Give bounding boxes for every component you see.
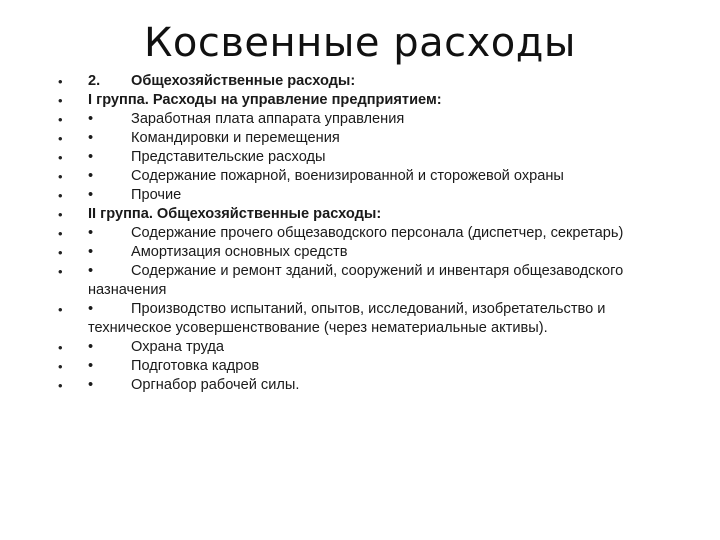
inner-bullet-icon: •: [88, 358, 94, 374]
item-text: Общехозяйственные расходы:: [131, 73, 356, 89]
list-item: [52, 205, 672, 224]
bullet-icon: •: [58, 131, 63, 146]
list-item: [52, 243, 672, 262]
item-text: Охрана труда: [131, 339, 225, 355]
item-text: Амортизация основных средств: [131, 244, 348, 260]
group-heading: II группа. Общехозяйственные расходы:: [88, 206, 382, 222]
bullet-icon: •: [58, 112, 63, 127]
item-text: Представительские расходы: [131, 149, 326, 165]
inner-bullet-icon: •: [88, 225, 94, 241]
group-heading: I группа. Расходы на управление предприятием:: [88, 92, 442, 108]
bullet-icon: •: [58, 93, 63, 108]
bullet-icon: •: [58, 264, 63, 279]
list-item: [52, 300, 672, 338]
list-item: [52, 110, 672, 129]
bullet-icon: •: [58, 150, 63, 165]
inner-bullet-icon: •: [88, 301, 94, 317]
list-item: [52, 167, 672, 186]
inner-bullet-icon: •: [88, 244, 94, 260]
list-item: [52, 262, 672, 300]
item-text: Заработная плата аппарата управления: [131, 111, 405, 127]
list-item: [52, 224, 672, 243]
list-item: [52, 338, 672, 357]
inner-bullet-icon: •: [88, 187, 94, 203]
item-text: Содержание прочего общезаводского персонала (диспетчер, секретарь): [131, 225, 624, 241]
list-item: [52, 186, 672, 205]
bullet-icon: •: [58, 226, 63, 241]
bullet-icon: •: [58, 340, 63, 355]
list-item: [52, 91, 672, 110]
list-item: [52, 376, 672, 395]
list-item: [52, 357, 672, 376]
item-text: Содержание пожарной, военизированной и сторожевой охраны: [131, 168, 564, 184]
bullet-icon: •: [58, 74, 63, 89]
item-text: Оргнабор рабочей силы.: [131, 377, 300, 393]
inner-bullet-icon: •: [88, 377, 94, 393]
inner-bullet-icon: •: [88, 130, 94, 146]
inner-bullet-icon: •: [88, 111, 94, 127]
item-text: Прочие: [131, 187, 182, 203]
list-item: [52, 72, 672, 91]
bullet-icon: •: [58, 207, 63, 222]
bullet-icon: •: [58, 245, 63, 260]
item-text: Содержание и ремонт зданий, сооружений и инвентаря общезаводского назначения: [88, 263, 624, 298]
inner-bullet-icon: •: [88, 168, 94, 184]
slide-title: Косвенные расходы: [143, 20, 577, 66]
item-text: Командировки и перемещения: [131, 130, 340, 146]
bullet-icon: •: [58, 169, 63, 184]
bullet-icon: •: [58, 302, 63, 317]
inner-bullet-icon: •: [88, 149, 94, 165]
bullet-icon: •: [58, 378, 63, 393]
inner-bullet-icon: •: [88, 263, 94, 279]
inner-bullet-icon: •: [88, 339, 94, 355]
bullet-icon: •: [58, 188, 63, 203]
bullet-icon: •: [58, 359, 63, 374]
item-text: Подготовка кадров: [131, 358, 260, 374]
list-item: [52, 129, 672, 148]
bullet-list: [52, 72, 672, 395]
list-item: [52, 148, 672, 167]
item-number: 2.: [88, 73, 101, 89]
item-text: Производство испытаний, опытов, исследований, изобретательство и техническое усовершенствование (через нематериальные активы).: [88, 301, 606, 336]
